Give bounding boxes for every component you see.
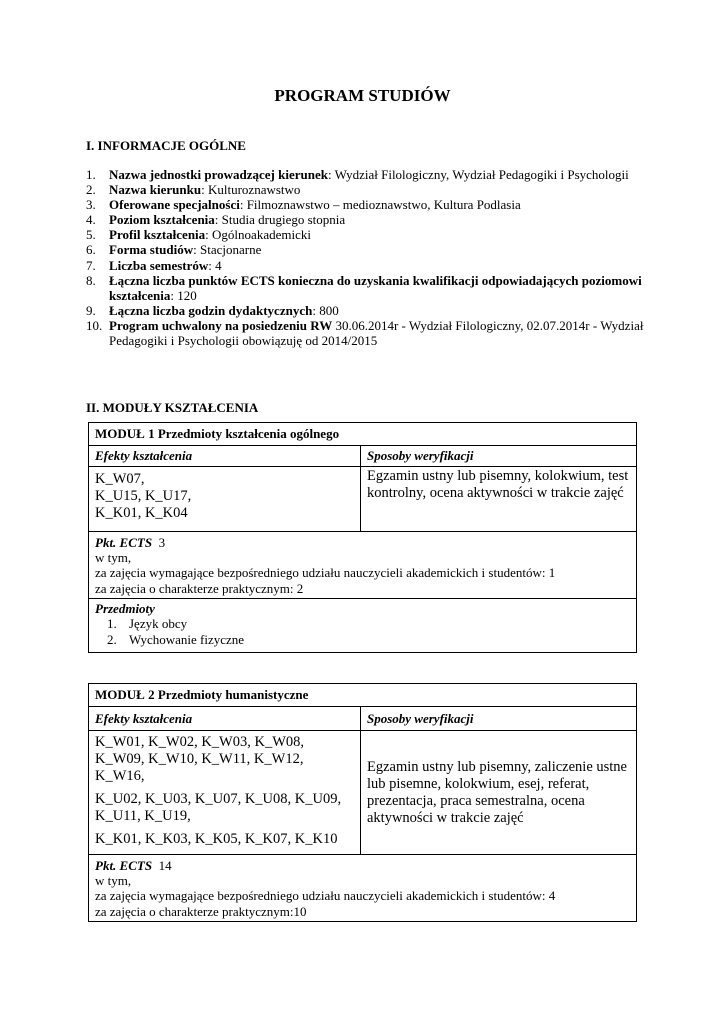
list-item: 6. Forma studiów: Stacjonarne	[86, 242, 262, 258]
ects-value: 3	[158, 535, 166, 550]
list-item: 2. Nazwa kierunku: Kulturoznawstwo	[86, 182, 301, 198]
ects-detail: w tym,	[95, 550, 132, 566]
section-2-heading: II. MODUŁY KSZTAŁCENIA	[86, 400, 259, 415]
ects-label: Pkt. ECTS	[95, 535, 153, 550]
ects-value: 14	[158, 858, 172, 873]
page-title: PROGRAM STUDIÓW	[274, 86, 451, 105]
list-item: 9. Łączna liczba godzin dydaktycznych: 800	[86, 302, 339, 318]
effects-line: K_K01, K_K04	[95, 505, 188, 521]
effects-cell	[89, 731, 361, 855]
effects-group: K_U02, K_U03, K_U07, K_U08, K_U09, K_U11, K_U19,	[95, 791, 342, 824]
list-item: 7. Liczba semestrów: 4	[86, 257, 222, 273]
list-item: 5. Profil kształcenia: Ogólnoakademicki	[86, 227, 311, 243]
subjects-label: Przedmioty	[95, 600, 155, 616]
list-item: 3. Oferowane specjalności: Filmoznawstwo – medioznawstwo, Kultura Podlasia	[86, 197, 521, 213]
effects-group: K_W01, K_W02, K_W03, K_W08, K_W09, K_W10, K_W11, K_W12, K_W16,	[95, 734, 305, 784]
verification-cell: Egzamin ustny lub pisemny, zaliczenie ustne lub pisemne, kolokwium, esej, referat, prezentacja, praca semestralna, ocena aktywności w trakcie zajęć	[361, 731, 637, 855]
ects-detail: za zajęcia wymagające bezpośredniego udziału nauczycieli akademickich i studentów: 1	[95, 565, 556, 581]
list-item: 10. Program uchwalony na posiedzeniu RW 30.06.2014r - Wydział Filologiczny, 02.07.2014r - Wydział Pedagogiki i Psychologii obowiązuję od 2014/2015	[86, 317, 644, 349]
list-item: 1. Język obcy	[107, 616, 188, 632]
module-title: MODUŁ 1 Przedmioty kształcenia ogólnego	[89, 423, 637, 446]
effects-header: Efekty kształcenia	[89, 707, 361, 731]
ects-detail: za zajęcia o charakterze praktycznym: 2	[95, 580, 304, 596]
verification-header: Sposoby weryfikacji	[361, 446, 637, 467]
module-2-table	[88, 683, 637, 922]
list-item: 2. Wychowanie fizyczne	[107, 632, 245, 648]
section-1-heading: I. INFORMACJE OGÓLNE	[86, 138, 246, 153]
list-item: 8. Łączna liczba punktów ECTS konieczna do uzyskania kwalifikacji odpowiadających poziomowi kształcenia: 120	[86, 272, 642, 303]
effects-line: K_U15, K_U17,	[95, 488, 192, 504]
subjects-cell	[89, 598, 637, 652]
list-item: 4. Poziom kształcenia: Studia drugiego stopnia	[86, 212, 346, 228]
verification-cell: Egzamin ustny lub pisemny, kolokwium, test kontrolny, ocena aktywności w trakcie zajęć	[361, 467, 637, 532]
list-item: 1. Nazwa jednostki prowadzącej kierunek: Wydział Filologiczny, Wydział Pedagogiki i Psychologii	[86, 167, 629, 182]
general-info-list	[86, 167, 646, 348]
ects-cell	[89, 855, 637, 922]
module-title: MODUŁ 2 Przedmioty humanistyczne	[89, 684, 637, 707]
module-1-table	[88, 422, 637, 653]
ects-detail: w tym,	[95, 873, 132, 889]
ects-cell	[89, 532, 637, 599]
effects-cell	[89, 467, 361, 532]
ects-detail: za zajęcia wymagające bezpośredniego udziału nauczycieli akademickich i studentów: 4	[95, 888, 556, 904]
verification-header: Sposoby weryfikacji	[361, 707, 637, 731]
ects-label: Pkt. ECTS	[95, 858, 153, 873]
effects-line: K_W07,	[95, 471, 145, 487]
ects-detail: za zajęcia o charakterze praktycznym:10	[95, 903, 307, 919]
effects-group: K_K01, K_K03, K_K05, K_K07, K_K10	[95, 831, 338, 847]
subjects-list	[95, 616, 630, 652]
effects-header: Efekty kształcenia	[89, 446, 361, 467]
